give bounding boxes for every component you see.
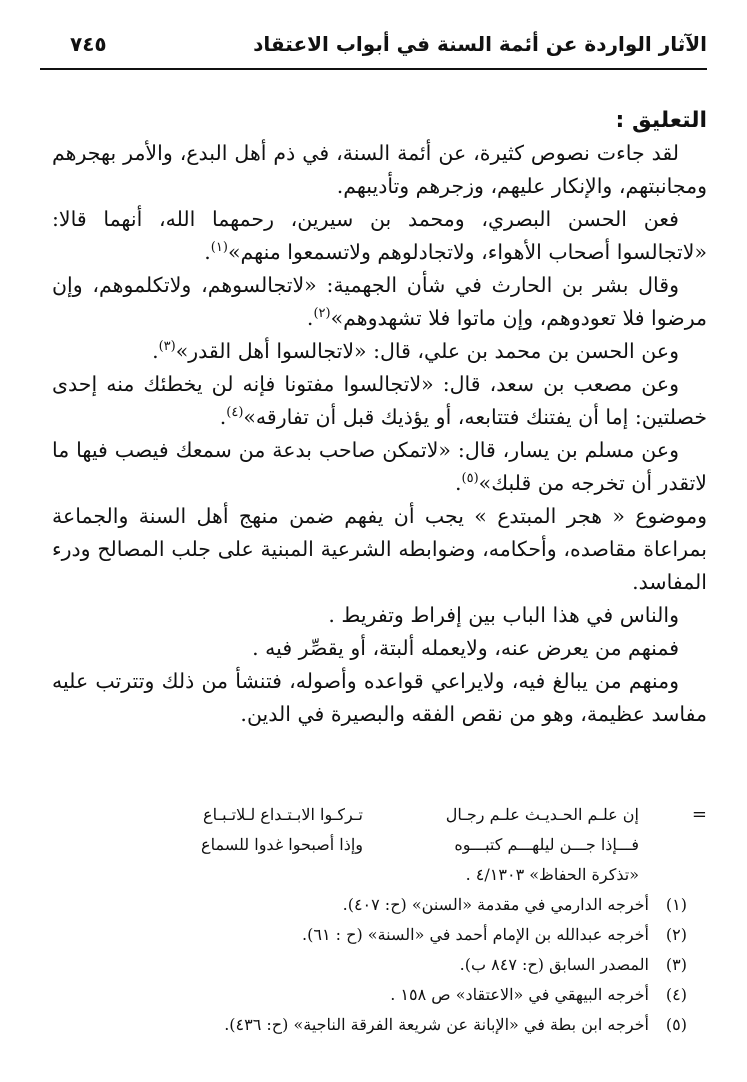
paragraph-5-dot: . xyxy=(219,405,227,429)
footnote-4 xyxy=(60,980,707,1010)
footnote-number: (٤) xyxy=(665,985,687,1004)
page-number: ٧٤٥ xyxy=(70,32,107,56)
paragraph-6-dot: . xyxy=(454,471,462,495)
footnote-text: أخرجه الدارمي في مقدمة «السنن» (ح: ٤٠٧). xyxy=(342,895,649,914)
paragraph-2 xyxy=(52,203,707,269)
footnote-number: (١) xyxy=(665,895,687,914)
verse-hemistich: تـركـوا الابـتـداع لـلاتـبـاع xyxy=(203,805,363,824)
footnote-marker-1: (١) xyxy=(210,240,228,256)
verse-hemistich: فـــإذا جـــن ليلهـــم كتبـــوه xyxy=(454,835,639,854)
footnotes xyxy=(60,800,707,1040)
footnote-5 xyxy=(60,1010,707,1040)
verse-hemistich: إن علـم الحـديـث علـم رجـال xyxy=(445,805,639,824)
paragraph-7: وموضوع « هجر المبتدع » يجب أن يفهم ضمن منهج أهل السنة والجماعة بمراعاة مقاصده، وأحكامه، وضوابطه الشرعية المبنية على جلب المصالح ودرء المفاسد. xyxy=(52,504,707,594)
footnote-1 xyxy=(60,890,707,920)
paragraph-10: ومنهم من يبالغ فيه، ولايراعي قواعده وأصوله، فتنشأ من ذلك وتترتب عليه مفاسد عظيمة، وهو من نقص الفقه والبصيرة في الدين. xyxy=(52,669,707,726)
paragraph-5-text: وعن مصعب بن سعد، قال: «لاتجالسوا مفتونا فإنه لن يخطئك منه إحدى خصلتين: إما أن يفتنك فتتابعه، أو يؤذيك قبل أن تفارقه» xyxy=(52,372,707,429)
footnote-number: (٢) xyxy=(665,925,687,944)
section-heading: التعليق : xyxy=(615,108,707,133)
paragraph-3 xyxy=(52,269,707,335)
paragraph-5 xyxy=(52,368,707,434)
verse-hemistich: وإذا أصبحوا غدوا للسماع xyxy=(201,835,363,854)
paragraph-2-text: فعن الحسن البصري، ومحمد بن سيرين، رحمهما الله، أنهما قالا: «لاتجالسوا أصحاب الأهواء، ولاتجادلوهم ولاتسمعوا منهم» xyxy=(52,207,707,264)
paragraph-3-dot: . xyxy=(306,306,314,330)
footnote-number: (٥) xyxy=(665,1015,687,1034)
paragraph-4-text: وعن الحسن بن محمد بن علي، قال: «لاتجالسوا أهل القدر» xyxy=(175,339,679,363)
footnote-marker-4: (٤) xyxy=(226,405,244,421)
paragraph-3-text: وقال بشر بن الحارث في شأن الجهمية: «لاتجالسوهم، ولاتكلموهم، وإن مرضوا فلا تعودوهم، وإن ماتوا فلا تشهدوهم» xyxy=(52,273,707,330)
footnote-marker-3: (٣) xyxy=(158,339,176,355)
footnote-text: المصدر السابق (ح: ٨٤٧ ب). xyxy=(459,955,649,974)
paragraph-4 xyxy=(52,335,707,368)
footnote-text: أخرجه البيهقي في «الاعتقاد» ص ١٥٨ . xyxy=(390,985,649,1004)
verse-line-1 xyxy=(60,800,707,830)
main-text xyxy=(52,104,707,731)
footnote-marker-5: (٥) xyxy=(461,471,479,487)
footnote-continuation-mark: = xyxy=(691,804,707,825)
page-header xyxy=(40,24,707,70)
footnote-number: (٣) xyxy=(665,955,687,974)
verse-source: «تذكرة الحفاظ» ٤/١٣٠٣ . xyxy=(465,865,639,884)
paragraph-4-dot: . xyxy=(152,339,159,363)
paragraph-9: فمنهم من يعرض عنه، ولايعمله ألبتة، أو يقصِّر فيه . xyxy=(252,636,679,660)
footnote-2 xyxy=(60,920,707,950)
paragraph-8: والناس في هذا الباب بين إفراط وتفريط . xyxy=(328,603,679,627)
paragraph-1: لقد جاءت نصوص كثيرة، عن أئمة السنة، في ذم أهل البدع، والأمر بهجرهم ومجانبتهم، والإنكار عليهم، وزجرهم وتأديبهم. xyxy=(52,141,707,198)
footnote-3 xyxy=(60,950,707,980)
footnote-text: أخرجه عبدالله بن الإمام أحمد في «السنة» (ح : ٦١). xyxy=(302,925,649,944)
footnote-marker-2: (٢) xyxy=(313,306,331,322)
paragraph-6 xyxy=(52,434,707,500)
verse-line-2 xyxy=(60,830,707,860)
footnote-text: أخرجه ابن بطة في «الإبانة عن شريعة الفرقة الناجية» (ح: ٤٣٦). xyxy=(224,1015,649,1034)
paragraph-6-text: وعن مسلم بن يسار، قال: «لاتمكن صاحب بدعة من سمعك فيصب فيها ما لاتقدر أن تخرجه من قلبك» xyxy=(52,438,707,495)
running-title: الآثار الواردة عن أئمة السنة في أبواب الاعتقاد xyxy=(253,32,707,56)
paragraph-2-dot: . xyxy=(204,240,211,264)
